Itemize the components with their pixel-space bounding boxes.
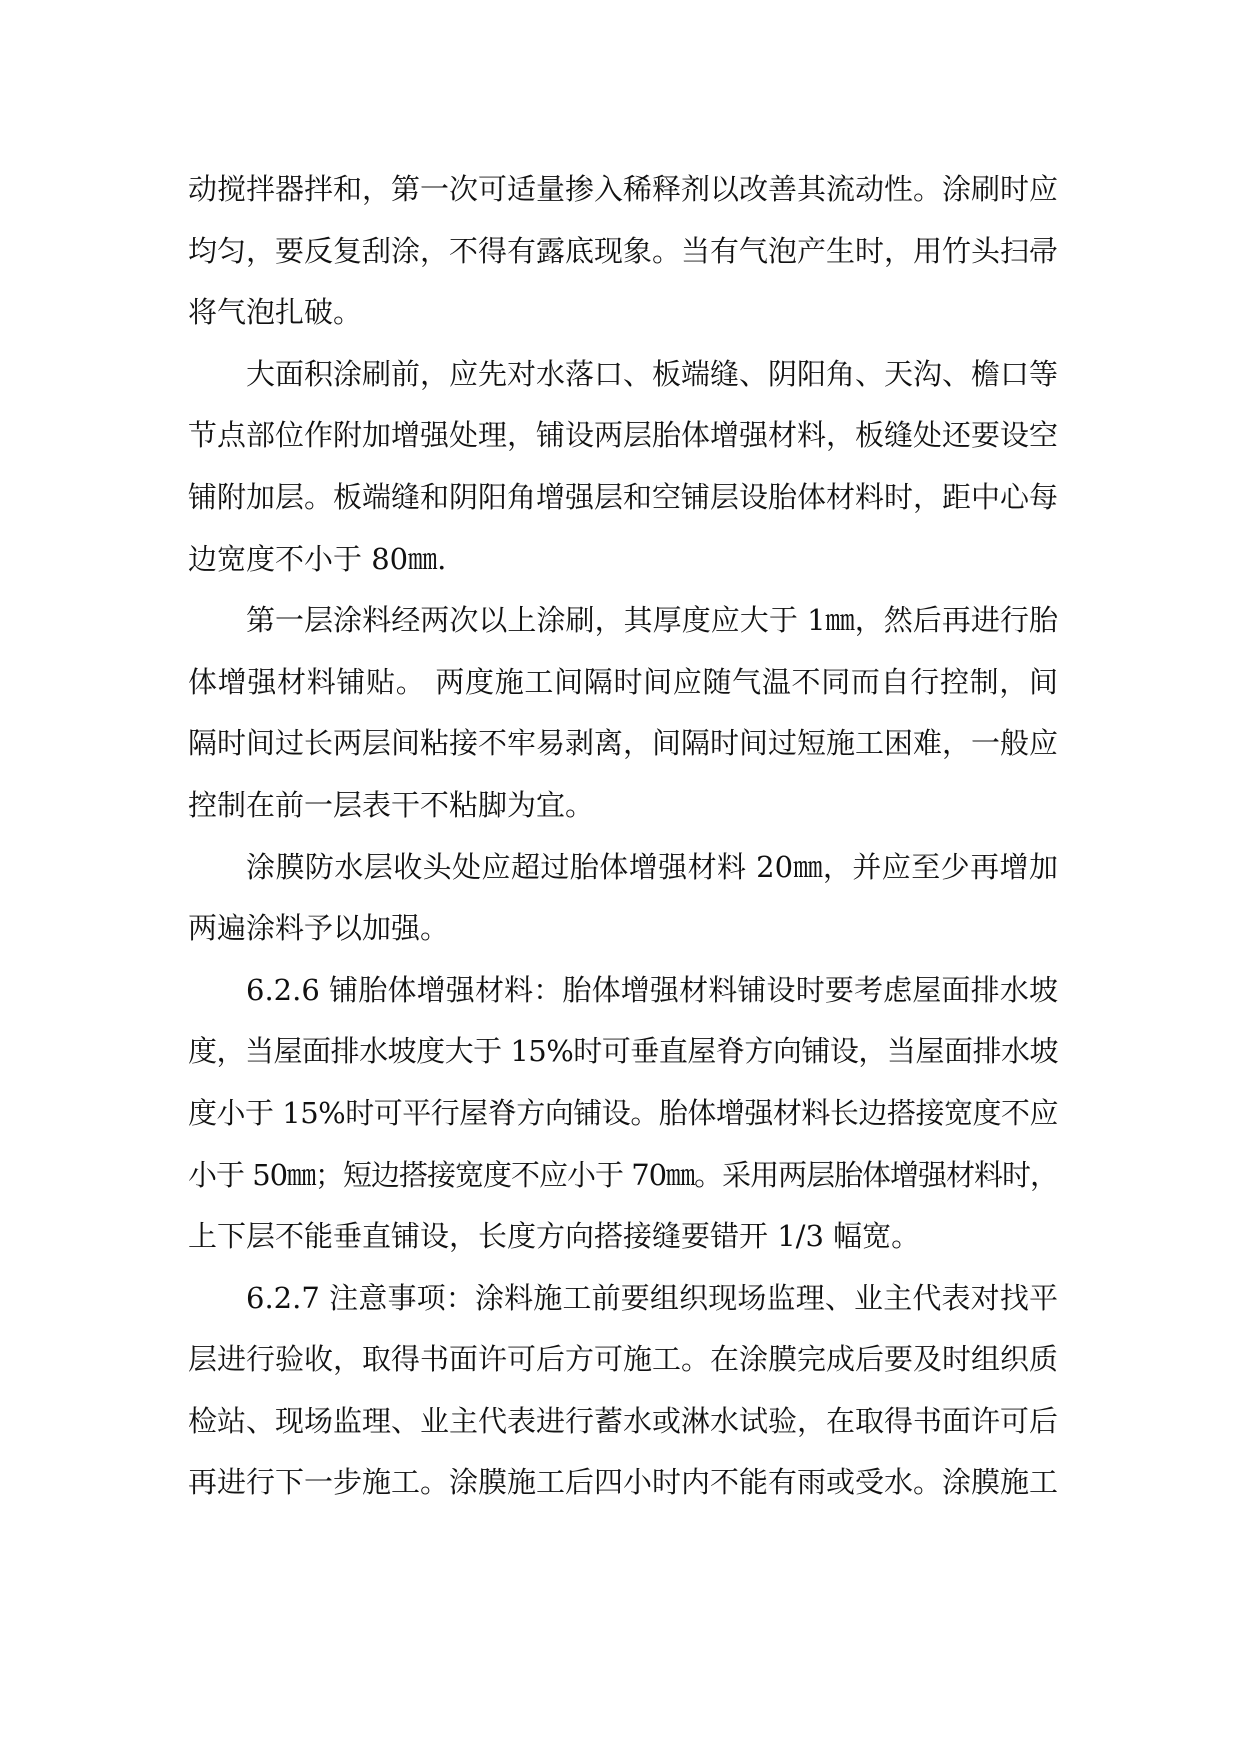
text-line: 6.2.6 铺胎体增强材料：胎体增强材料铺设时要考虑屋面排水坡 bbox=[246, 972, 1058, 1007]
text-line: 体增强材料铺贴。 两度施工间隔时间应随气温不同而自行控制，间 bbox=[188, 664, 1058, 699]
paragraph-termination bbox=[188, 837, 1058, 960]
text-line: 两遍涂料予以加强。 bbox=[188, 911, 450, 946]
text-line: 控制在前一层表干不粘脚为宜。 bbox=[188, 787, 595, 822]
text-line: 第一层涂料经两次以上涂刷，其厚度应大于 1㎜，然后再进行胎 bbox=[246, 603, 1058, 638]
text-line: 将气泡扎破。 bbox=[188, 295, 363, 330]
text-line: 再进行下一步施工。涂膜施工后四小时内不能有雨或受水。涂膜施工 bbox=[188, 1465, 1058, 1500]
text-line: 节点部位作附加增强处理，铺设两层胎体增强材料，板缝处还要设空 bbox=[188, 418, 1058, 453]
paragraph-first-layer bbox=[188, 590, 1058, 836]
paragraph-section-6-2-7 bbox=[188, 1268, 1058, 1514]
text-line: 6.2.7 注意事项：涂料施工前要组织现场监理、业主代表对找平 bbox=[246, 1280, 1058, 1315]
text-line: 涂膜防水层收头处应超过胎体增强材料 20㎜，并应至少再增加 bbox=[246, 849, 1058, 884]
document-body bbox=[188, 159, 1058, 1514]
text-line: 动搅拌器拌和，第一次可适量掺入稀释剂以改善其流动性。涂刷时应 bbox=[188, 172, 1058, 206]
paragraph-section-6-2-6 bbox=[188, 960, 1058, 1268]
text-line: 检站、现场监理、业主代表进行蓄水或淋水试验，在取得书面许可后 bbox=[188, 1403, 1058, 1438]
text-line: 隔时间过长两层间粘接不牢易剥离，间隔时间过短施工困难，一般应 bbox=[188, 726, 1058, 761]
text-line: 均匀，要反复刮涂，不得有露底现象。当有气泡产生时，用竹头扫帚 bbox=[188, 233, 1058, 268]
paragraph-node-reinforcement bbox=[188, 344, 1058, 590]
text-line: 小于 50㎜；短边搭接宽度不应小于 70㎜。采用两层胎体增强材料时， bbox=[188, 1157, 1058, 1192]
text-line: 度，当屋面排水坡度大于 15%时可垂直屋脊方向铺设，当屋面排水坡 bbox=[188, 1034, 1058, 1069]
text-line: 度小于 15%时可平行屋脊方向铺设。胎体增强材料长边搭接宽度不应 bbox=[188, 1095, 1058, 1130]
paragraph-mixing bbox=[188, 159, 1058, 344]
text-line: 大面积涂刷前，应先对水落口、板端缝、阴阳角、天沟、檐口等 bbox=[246, 356, 1058, 391]
text-line: 层进行验收，取得书面许可后方可施工。在涂膜完成后要及时组织质 bbox=[188, 1342, 1058, 1377]
text-line: 铺附加层。板端缝和阴阳角增强层和空铺层设胎体材料时，距中心每 bbox=[188, 479, 1058, 514]
text-line: 边宽度不小于 80㎜. bbox=[188, 541, 447, 576]
text-line: 上下层不能垂直铺设，长度方向搭接缝要错开 1/3 幅宽。 bbox=[188, 1219, 921, 1254]
